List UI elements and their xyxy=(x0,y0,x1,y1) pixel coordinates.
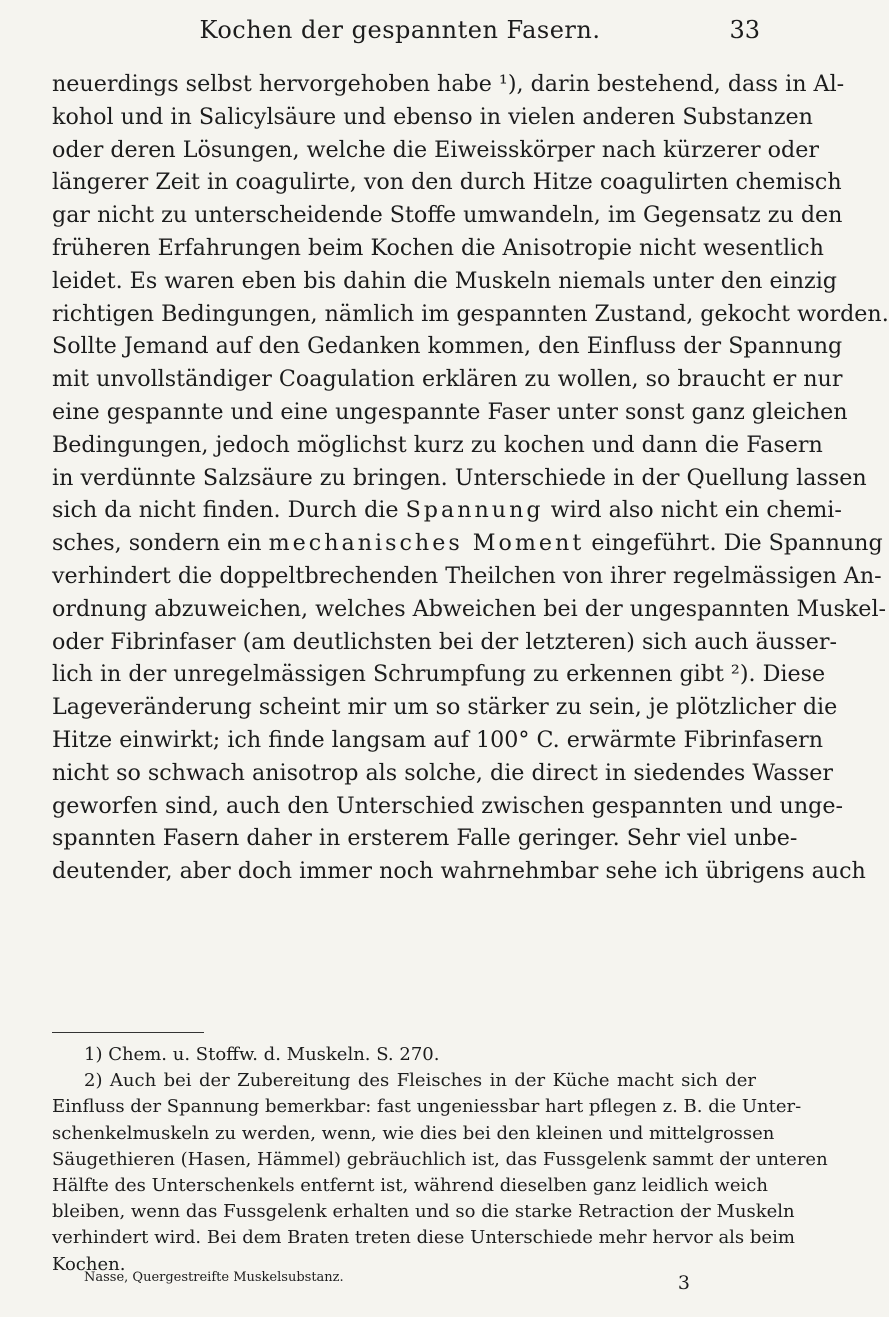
text-line: richtigen Bedingungen, nämlich im gespannten Zustand, gekocht worden. xyxy=(52,300,889,327)
footnote-2-line: verhindert wird. Bei dem Braten treten diese Unterschiede mehr hervor als beim xyxy=(52,1227,795,1249)
footnote-1: 1) Chem. u. Stoffw. d. Muskeln. S. 270. xyxy=(84,1044,440,1065)
text-line: eine gespannte und eine ungespannte Faser unter sonst ganz gleichen xyxy=(52,398,848,425)
footnote-2-line: Säugethieren (Hasen, Hämmel) gebräuchlich ist, das Fussgelenk sammt der unteren xyxy=(52,1148,828,1170)
text-line xyxy=(52,527,883,560)
page-number: 33 xyxy=(729,16,760,44)
footnote-2-line: schenkelmuskeln zu werden, wenn, wie dies bei den kleinen und mittelgrossen xyxy=(52,1122,775,1144)
text-line: oder Fibrinfaser (am deutlichsten bei der letzteren) sich auch äusser- xyxy=(52,628,838,655)
text-line: mit unvollständiger Coagulation erklären zu wollen, so braucht er nur xyxy=(52,366,843,393)
text-line: Lageveränderung scheint mir um so stärker zu sein, je plötzlicher die xyxy=(52,694,838,721)
text-line: gar nicht zu unterscheidende Stoffe umwandeln, im Gegensatz zu den xyxy=(52,202,843,229)
text-line xyxy=(52,494,842,527)
page-header xyxy=(0,12,800,52)
text-line: neuerdings selbst hervorgehoben habe ¹), darin bestehend, dass in Al- xyxy=(52,71,845,97)
printer-signature: Nasse, Quergestreifte Muskelsubstanz. xyxy=(84,1270,344,1285)
text-line: längerer Zeit in coagulirte, von den durch Hitze coagulirten chemisch xyxy=(52,169,842,196)
text-line: Sollte Jemand auf den Gedanken kommen, den Einfluss der Spannung xyxy=(52,333,843,360)
text-line: lich in der unregelmässigen Schrumpfung zu erkennen gibt ²). Diese xyxy=(52,661,826,688)
footnote-separator xyxy=(52,1032,204,1033)
text-line: früheren Erfahrungen beim Kochen die Anisotropie nicht wesentlich xyxy=(52,234,824,261)
text-line: Bedingungen, jedoch möglichst kurz zu kochen und dann die Fasern xyxy=(52,431,823,458)
text-line: ordnung abzuweichen, welches Abweichen bei der ungespannten Muskel- xyxy=(52,595,887,622)
body-text xyxy=(52,68,889,888)
text-line: verhindert die doppeltbrechenden Theilchen von ihrer regelmässigen An- xyxy=(52,562,882,589)
footnote-2-line: Kochen. xyxy=(52,1253,126,1275)
text-segment: sich da nicht finden. Durch die xyxy=(52,497,399,524)
emphasized-phrase: mechanisches Moment xyxy=(268,530,585,557)
text-segment: sches, sondern ein xyxy=(52,530,262,557)
emphasized-word: Spannung xyxy=(405,497,544,524)
text-line: Hitze einwirkt; ich finde langsam auf 100° C. erwärmte Fibrinfasern xyxy=(52,726,824,753)
footnote-2-line: bleiben, wenn das Fussgelenk erhalten und so die starke Retraction der Muskeln xyxy=(52,1201,795,1223)
text-line: leidet. Es waren eben bis dahin die Muskeln niemals unter den einzig xyxy=(52,267,837,294)
running-title: Kochen der gespannten Fasern. xyxy=(199,16,601,44)
text-line: geworfen sind, auch den Unterschied zwischen gespannten und unge- xyxy=(52,792,843,819)
text-line: kohol und in Salicylsäure und ebenso in vielen anderen Substanzen xyxy=(52,103,813,130)
footnotes xyxy=(52,1042,828,1278)
text-line: oder deren Lösungen, welche die Eiweisskörper nach kürzerer oder xyxy=(52,136,819,163)
text-line: deutender, aber doch immer noch wahrnehmbar sehe ich übrigens auch xyxy=(52,858,866,885)
footnote-2-line: Einfluss der Spannung bemerkbar: fast ungeniessbar hart pflegen z. B. die Unter- xyxy=(52,1096,802,1118)
text-segment: eingeführt. Die Spannung xyxy=(591,530,883,557)
text-line: spannten Fasern daher in ersterem Falle geringer. Sehr viel unbe- xyxy=(52,825,798,852)
text-line: in verdünnte Salzsäure zu bringen. Unterschiede in der Quellung lassen xyxy=(52,464,867,491)
text-line: nicht so schwach anisotrop als solche, die direct in siedendes Wasser xyxy=(52,759,833,786)
text-segment: wird also nicht ein chemi- xyxy=(550,497,842,524)
signature-mark: 3 xyxy=(677,1272,690,1294)
footnote-2-line: Hälfte des Unterschenkels entfernt ist, während dieselben ganz leidlich weich xyxy=(52,1174,768,1196)
footnote-2-line: 2) Auch bei der Zubereitung des Fleisches in der Küche macht sich der xyxy=(84,1070,756,1092)
